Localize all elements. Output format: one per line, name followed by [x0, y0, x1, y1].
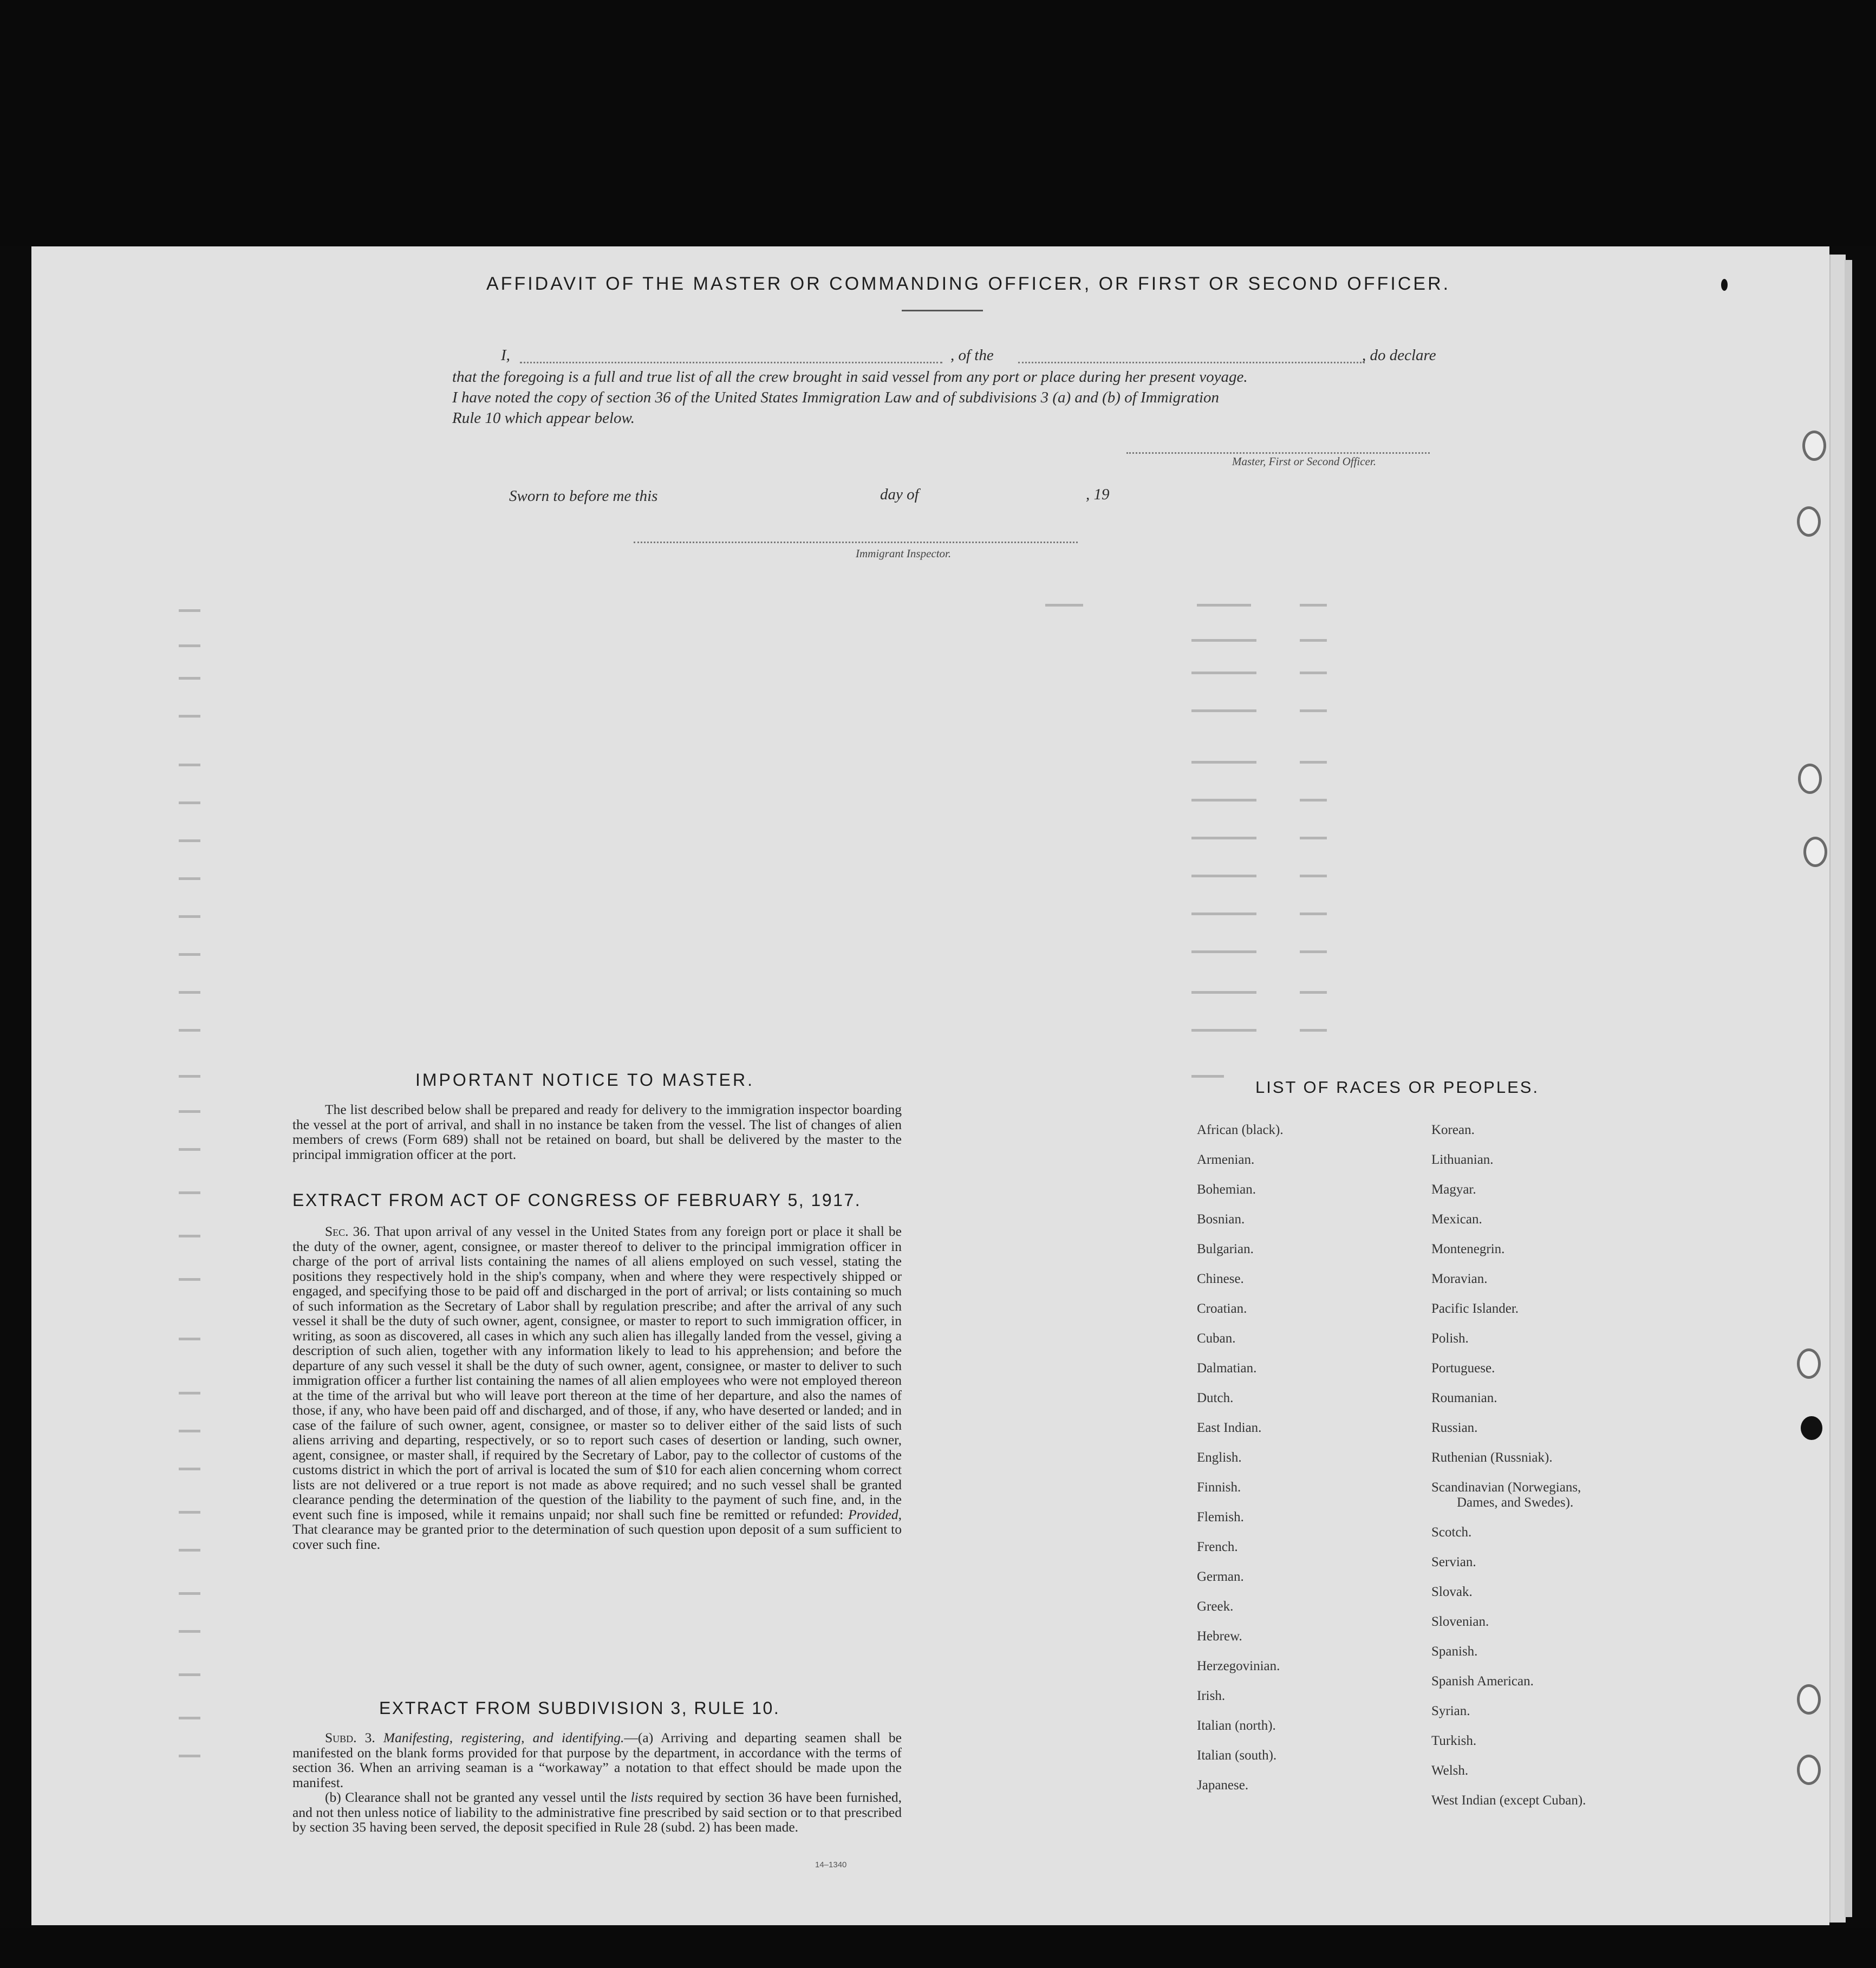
- race-item: Mexican.: [1431, 1212, 1482, 1227]
- affidavit-title: AFFIDAVIT OF THE MASTER OR COMMANDING OFFICER, OR FIRST OR SECOND OFFICER.: [486, 273, 1451, 294]
- sworn-label: Sworn to before me this: [509, 487, 658, 505]
- race-item: Montenegrin.: [1431, 1242, 1505, 1256]
- rule-extract-body: [292, 1730, 902, 1835]
- vessel-blank-field: [1018, 362, 1365, 363]
- race-item: Italian (south).: [1197, 1748, 1277, 1763]
- affidavit-of-the-label: , of the: [950, 347, 994, 364]
- provided-word: Provided,: [848, 1506, 902, 1522]
- race-item: Portuguese.: [1431, 1361, 1495, 1376]
- subd-label: Subd. 3.: [325, 1730, 375, 1745]
- race-item: Magyar.: [1431, 1182, 1476, 1197]
- races-title: LIST OF RACES OR PEOPLES.: [1255, 1078, 1540, 1097]
- race-item: Armenian.: [1197, 1152, 1255, 1167]
- year-label: , 19: [1086, 486, 1110, 503]
- race-item: Polish.: [1431, 1331, 1469, 1346]
- subd-italic: Manifesting, registering, and identifying.: [383, 1730, 624, 1745]
- master-signature-label: Master, First or Second Officer.: [1232, 455, 1376, 468]
- race-item: Syrian.: [1431, 1704, 1470, 1718]
- notice-body: [292, 1102, 902, 1162]
- section-text: That upon arrival of any vessel in the United States from any foreign port or place it shall be the duty of the owner, agent, consignee, or master thereof to deliver to the principal immigration officer in charge of the port of arrival lists containing the names of all aliens employed on such vessel, stating the positions they respectively hold in the ship's company, when and where they were respectively shipped or engaged, and specifying those to be paid off and discharged in the port of arrival; or lists containing so much of such information as the Secretary of Labor shall by regulation prescribe; and after the arrival of any such vessel it shall be the duty of such owner, agent, consignee, or master to report to such immigration officer, in writing, as soon as discovered, all cases in which any such alien has illegally landed from the vessel, giving a description of such alien, together with any information likely to lead to his apprehension; and before the departure of any such vessel it shall be the duty of such owner, agent, consignee, or master to deliver to such immigration officer a further list containing the names of all alien employees who were not employed thereon at the time of the arrival but who will leave port thereon at the time of her departure, and also the names of those, if any, who have been paid off and discharged, and of those, if any, who have deserted or landed; and in case of the failure of such owner, agent, consignee, or master so to deliver either of the said lists of such aliens arriving and departing, respectively, or so to report such cases of desertion or landing, such owner, agent, consignee, or master shall, if required by the Secretary of Labor, pay to the collector of customs of the customs district in which the port of arrival is located the sum of $10 for each alien concerning whom correct lists are not delivered or a true report is not made as above required; and no such vessel shall be granted clearance pending the determination of the question of the liability to the payment of such fine, and, in the event such fine is imposed, while it remains unpaid; nor shall such fine be remitted or refunded:: [292, 1223, 902, 1522]
- act-extract-body: [292, 1224, 902, 1552]
- race-item: Slovenian.: [1431, 1614, 1489, 1629]
- race-item: Chinese.: [1197, 1272, 1244, 1286]
- rule-extract-title: EXTRACT FROM SUBDIVISION 3, RULE 10.: [379, 1698, 780, 1718]
- page-edge: [1829, 255, 1846, 1923]
- race-item: English.: [1197, 1450, 1242, 1465]
- binder-hole-icon: [1803, 837, 1827, 867]
- race-item: Turkish.: [1431, 1734, 1477, 1748]
- title-rule: [902, 310, 983, 311]
- race-item: Dutch.: [1197, 1391, 1234, 1405]
- scan-background-top: [0, 0, 1876, 246]
- rule-paragraph-a: [292, 1730, 902, 1790]
- name-blank-field: [520, 362, 942, 363]
- ink-mark-icon: [1721, 279, 1728, 291]
- race-item: Roumanian.: [1431, 1391, 1497, 1405]
- binder-hole-icon: [1797, 1348, 1821, 1379]
- race-item: Herzegovinian.: [1197, 1659, 1280, 1673]
- race-item: Slovak.: [1431, 1585, 1473, 1599]
- day-of-label: day of: [880, 486, 919, 503]
- race-item: Bohemian.: [1197, 1182, 1256, 1197]
- affidavit-line-3: I have noted the copy of section 36 of the United States Immigration Law and of subdivisions 3 (a) and (b) of Immigration: [452, 389, 1220, 406]
- race-item: Spanish.: [1431, 1644, 1478, 1659]
- scan-background-bottom: [0, 1928, 1876, 1968]
- ink-blot-icon: [1801, 1416, 1822, 1440]
- race-item: Finnish.: [1197, 1480, 1241, 1495]
- rule-paragraph-b: [292, 1790, 902, 1835]
- race-item: Servian.: [1431, 1555, 1476, 1569]
- race-item: Scotch.: [1431, 1525, 1472, 1540]
- race-item: West Indian (except Cuban).: [1431, 1793, 1586, 1808]
- race-item: Welsh.: [1431, 1763, 1469, 1778]
- inspector-label: Immigrant Inspector.: [856, 547, 952, 560]
- race-item: Ruthenian (Russniak).: [1431, 1450, 1553, 1465]
- subd-text-b-pre: (b) Clearance shall not be granted any vessel until the: [325, 1789, 627, 1805]
- subd-text-b-post: required by section 36 have been furnished, and not then unless notice of liability to the administrative fine prescribed by said section or to that prescribed by section 35 having been served, the deposit specified in Rule 28 (subd. 2) has been made.: [292, 1789, 902, 1835]
- subd-lists-word: lists: [630, 1789, 653, 1805]
- notice-paragraph: The list described below shall be prepared and ready for delivery to the immigration inspector boarding the vessel at the port of arrival, and shall in no instance be taken from the vessel. The list of changes of alien members of crews (Form 689) shall not be retained on board, but shall be delivered by the master to the principal immigration officer at the port.: [292, 1102, 902, 1162]
- race-item: Russian.: [1431, 1420, 1478, 1435]
- affidavit-line-2: that the foregoing is a full and true list of all the crew brought in said vessel from any port or place during her present voyage.: [452, 368, 1248, 386]
- race-item: Lithuanian.: [1431, 1152, 1494, 1167]
- affidavit-i-label: I,: [501, 347, 510, 364]
- subd-text-a: —(a) Arriving and departing seamen shall be manifested on the blank forms provided for that purpose by the department, in accordance with the terms of section 36. When an arriving seaman is a “workaway” a notation to that effect should be made upon the manifest.: [292, 1730, 902, 1790]
- race-item: African (black).: [1197, 1123, 1284, 1137]
- race-item: Dalmatian.: [1197, 1361, 1257, 1376]
- race-item: Hebrew.: [1197, 1629, 1242, 1644]
- race-item: Flemish.: [1197, 1510, 1244, 1524]
- race-item: Greek.: [1197, 1599, 1234, 1614]
- inspector-blank-field: [634, 542, 1078, 543]
- section-label: Sec. 36.: [325, 1223, 370, 1239]
- notice-title: IMPORTANT NOTICE TO MASTER.: [415, 1070, 754, 1090]
- binder-hole-icon: [1797, 506, 1821, 537]
- race-item: Japanese.: [1197, 1778, 1249, 1793]
- document-page: [31, 246, 1829, 1925]
- act-paragraph: [292, 1224, 902, 1552]
- race-item: Korean.: [1431, 1123, 1475, 1137]
- race-item: Irish.: [1197, 1689, 1226, 1703]
- binder-hole-icon: [1798, 764, 1822, 794]
- binder-hole-icon: [1797, 1755, 1821, 1785]
- act-extract-title: EXTRACT FROM ACT OF CONGRESS OF FEBRUARY 5, 1917.: [292, 1190, 862, 1210]
- binder-hole-icon: [1802, 431, 1826, 461]
- race-item: French.: [1197, 1540, 1238, 1554]
- race-item: Bulgarian.: [1197, 1242, 1254, 1256]
- page-edge-shadow: [1845, 260, 1852, 1917]
- race-item: Cuban.: [1197, 1331, 1236, 1346]
- race-item: Pacific Islander.: [1431, 1301, 1519, 1316]
- race-item: East Indian.: [1197, 1420, 1262, 1435]
- race-item: German.: [1197, 1569, 1244, 1584]
- race-item: Bosnian.: [1197, 1212, 1245, 1227]
- signature-blank-field: [1126, 452, 1430, 454]
- race-item: Scandinavian (Norwegians,: [1431, 1480, 1581, 1495]
- race-item: Moravian.: [1431, 1272, 1488, 1286]
- affidavit-line-4: Rule 10 which appear below.: [452, 409, 635, 427]
- race-item: Italian (north).: [1197, 1718, 1276, 1733]
- form-code: 14–1340: [815, 1860, 847, 1869]
- race-item: Croatian.: [1197, 1301, 1247, 1316]
- binder-hole-icon: [1797, 1684, 1821, 1715]
- section-text-end: That clearance may be granted prior to the determination of such question upon deposit of a sum sufficient to cover such fine.: [292, 1521, 902, 1552]
- affidavit-declare-label: , do declare: [1362, 347, 1436, 364]
- race-item: Dames, and Swedes).: [1457, 1495, 1574, 1510]
- race-item: Spanish American.: [1431, 1674, 1534, 1689]
